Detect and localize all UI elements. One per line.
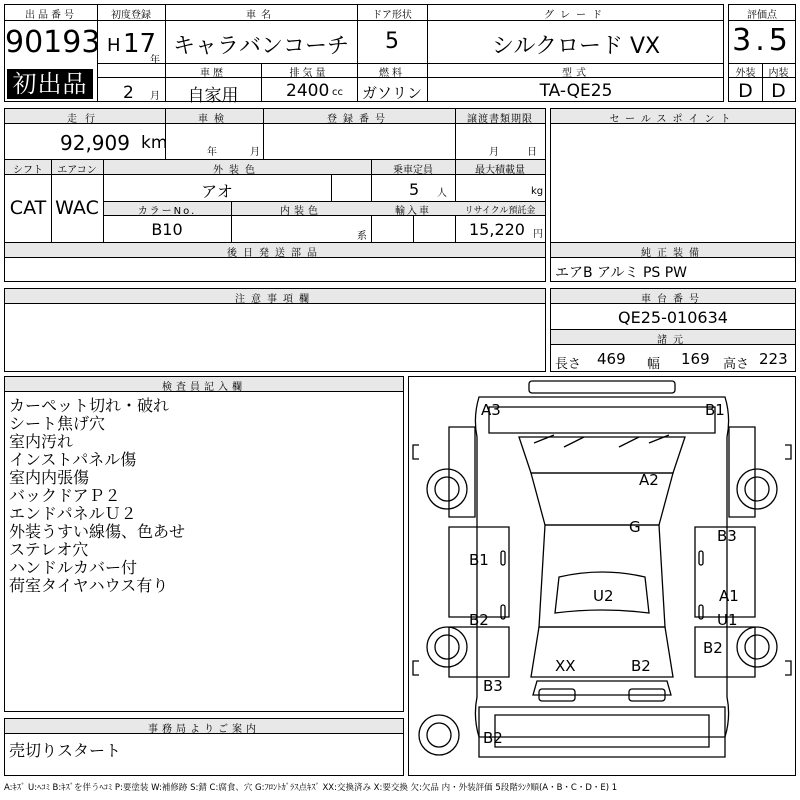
inspector-note-item: 荷室タイヤハウス有り <box>9 576 169 595</box>
registration-year: 17 <box>123 29 157 59</box>
first-listing-badge: 初出品 <box>7 69 93 99</box>
legend-footer: A:ｷｽﾞ U:ﾍｺﾐ B:ｷｽﾞを伴うﾍｺﾐ P:要塗装 W:補修跡 S:錆 C:腐食、穴 G:ﾌﾛﾝﾄｶﾞﾗｽ点ｷｽﾞ XX:交換済み X:要交換 欠:欠品 内・外装評価 5段階ﾗﾝｸ順(A・B・C・D・E) 1 <box>4 783 618 793</box>
inspector-note-item: ステレオ穴 <box>9 540 89 559</box>
registration-number-label: 登録番号 <box>327 114 391 125</box>
exterior-color: アオ <box>201 182 233 201</box>
damage-diagram <box>408 376 796 776</box>
damage-mark-b3-right: B3 <box>717 527 737 545</box>
score-label: 評価点 <box>747 10 777 21</box>
inspection-year-unit: 年 <box>207 147 217 158</box>
grade: シルクロード VX <box>491 34 661 59</box>
model-code-label: 型式 <box>562 68 590 79</box>
notes-label: 注意事項欄 <box>235 294 315 305</box>
damage-mark-a2: A2 <box>639 471 659 489</box>
lot-number-label: 出品番号 <box>25 10 77 21</box>
interior-grade: D <box>771 80 786 102</box>
score-block <box>728 4 796 102</box>
spec-block <box>4 108 546 282</box>
era-letter: H <box>107 35 121 56</box>
damage-mark-b1-front: B1 <box>705 401 725 419</box>
max-load-label: 最大積載量 <box>475 165 525 176</box>
color-number-label: カラーNo. <box>137 206 197 217</box>
model-code: TA-QE25 <box>539 81 613 101</box>
chassis-block <box>550 288 796 372</box>
damage-mark-u1: U1 <box>717 611 738 629</box>
fuel: ガソリン <box>361 84 422 102</box>
inspector-block <box>4 376 404 712</box>
recycle-fee-label: リサイクル預託金 <box>464 206 536 216</box>
shift-label: シフト <box>13 165 43 176</box>
inspector-notes-list <box>9 397 185 595</box>
door-type-label: ドア形状 <box>372 10 412 21</box>
damage-mark-u2: U2 <box>593 587 614 605</box>
chassis-number: QE25-010634 <box>618 308 728 327</box>
inspector-note-item: バックドアＰ２ <box>9 486 121 505</box>
height-label: 高さ <box>723 357 750 372</box>
aircon-label: エアコン <box>57 165 97 176</box>
car-outline-diagram <box>409 377 795 775</box>
office-label: 事務局よりご案内 <box>148 724 260 735</box>
length: 469 <box>597 350 626 368</box>
interior-color-label: 内装色 <box>280 206 322 217</box>
shift: CAT <box>9 197 47 219</box>
transfer-deadline-label: 譲渡書類期限 <box>467 114 533 125</box>
damage-mark-b1-left: B1 <box>469 551 489 569</box>
history-label: 車歴 <box>200 68 226 79</box>
equipment: エアB アルミ PS PW <box>555 265 688 281</box>
transfer-month-unit: 月 <box>489 147 499 158</box>
inspector-note-item: インストパネル傷 <box>9 450 137 469</box>
mileage: 92,909 <box>60 131 130 155</box>
capacity: 5 <box>409 180 420 199</box>
lot-number: 90193 <box>5 25 101 60</box>
first-registration-label: 初度登録 <box>111 10 151 21</box>
inspector-note-item: エンドパネルＵ２ <box>9 504 137 523</box>
history: 自家用 <box>187 86 239 106</box>
inspector-note-item: 外装うすい線傷、色あせ <box>9 522 186 541</box>
transfer-day-unit: 日 <box>527 147 537 158</box>
registration-year-unit: 年 <box>150 55 160 66</box>
recycle-fee-unit: 円 <box>533 229 543 240</box>
max-load-unit: kg <box>531 186 544 197</box>
recycle-fee: 15,220 <box>469 220 525 239</box>
interior-color-suffix: 系 <box>357 231 367 242</box>
dimensions-label: 諸元 <box>657 335 689 346</box>
inspector-note-item: 室内内張傷 <box>9 468 90 487</box>
displacement-label: 排気量 <box>289 68 329 79</box>
grade-label: グレード <box>544 10 608 21</box>
mileage-label: 走行 <box>67 114 103 125</box>
length-label: 長さ <box>555 357 582 372</box>
header-block <box>4 4 724 106</box>
equipment-label: 純正装備 <box>641 248 705 259</box>
damage-mark-b2-rear: B2 <box>631 657 651 675</box>
door-count: 5 <box>385 29 399 54</box>
exterior-grade: D <box>738 80 753 102</box>
inspector-note-item: 室内汚れ <box>9 432 74 451</box>
later-parts-label: 後日発送部品 <box>227 248 323 259</box>
sales-point-label: セールスポイント <box>609 114 737 125</box>
inspector-note-item: シート焦げ穴 <box>9 414 106 433</box>
damage-mark-a3: A3 <box>481 401 501 419</box>
inspector-note-item: ハンドルカバー付 <box>9 558 138 577</box>
overall-score: 3.5 <box>732 23 792 58</box>
damage-mark-b2-right: B2 <box>703 639 723 657</box>
damage-mark-g: G <box>629 518 641 536</box>
office-block <box>4 718 404 776</box>
damage-mark-xx: XX <box>555 657 576 675</box>
displacement: 2400 <box>286 81 330 101</box>
displacement-unit: cc <box>332 87 343 98</box>
chassis-label: 車台番号 <box>641 294 705 305</box>
office-note: 売切りスタート <box>9 741 122 760</box>
width-label: 幅 <box>647 357 661 372</box>
car-name: キャラバンコーチ <box>172 34 349 59</box>
registration-month: 2 <box>123 83 134 103</box>
capacity-label: 乗車定員 <box>393 165 433 176</box>
fuel-label: 燃料 <box>379 68 405 79</box>
import-label: 輸入車 <box>395 206 431 217</box>
inspector-note-item: カーペット切れ・破れ <box>9 396 170 415</box>
sales-point-block <box>550 108 796 282</box>
registration-month-unit: 月 <box>150 91 160 102</box>
exterior-grade-label: 外装 <box>735 68 756 79</box>
damage-mark-a1: A1 <box>719 587 739 605</box>
car-name-label: 車名 <box>246 10 276 21</box>
exterior-color-label: 外装色 <box>213 165 261 176</box>
damage-mark-b2-left: B2 <box>469 611 489 629</box>
mileage-unit: km <box>141 133 168 153</box>
height: 223 <box>759 350 788 368</box>
capacity-unit: 人 <box>437 188 447 199</box>
interior-grade-label: 内装 <box>768 68 789 79</box>
color-number: B10 <box>151 220 183 239</box>
inspector-label: 検査員記入欄 <box>162 382 246 393</box>
damage-mark-b2-bottom: B2 <box>483 729 503 747</box>
inspection-label: 車検 <box>198 114 230 125</box>
aircon: WAC <box>55 197 99 219</box>
inspection-month-unit: 月 <box>250 147 260 158</box>
notes-block <box>4 288 546 372</box>
damage-mark-b3-left: B3 <box>483 677 503 695</box>
width: 169 <box>681 350 710 368</box>
